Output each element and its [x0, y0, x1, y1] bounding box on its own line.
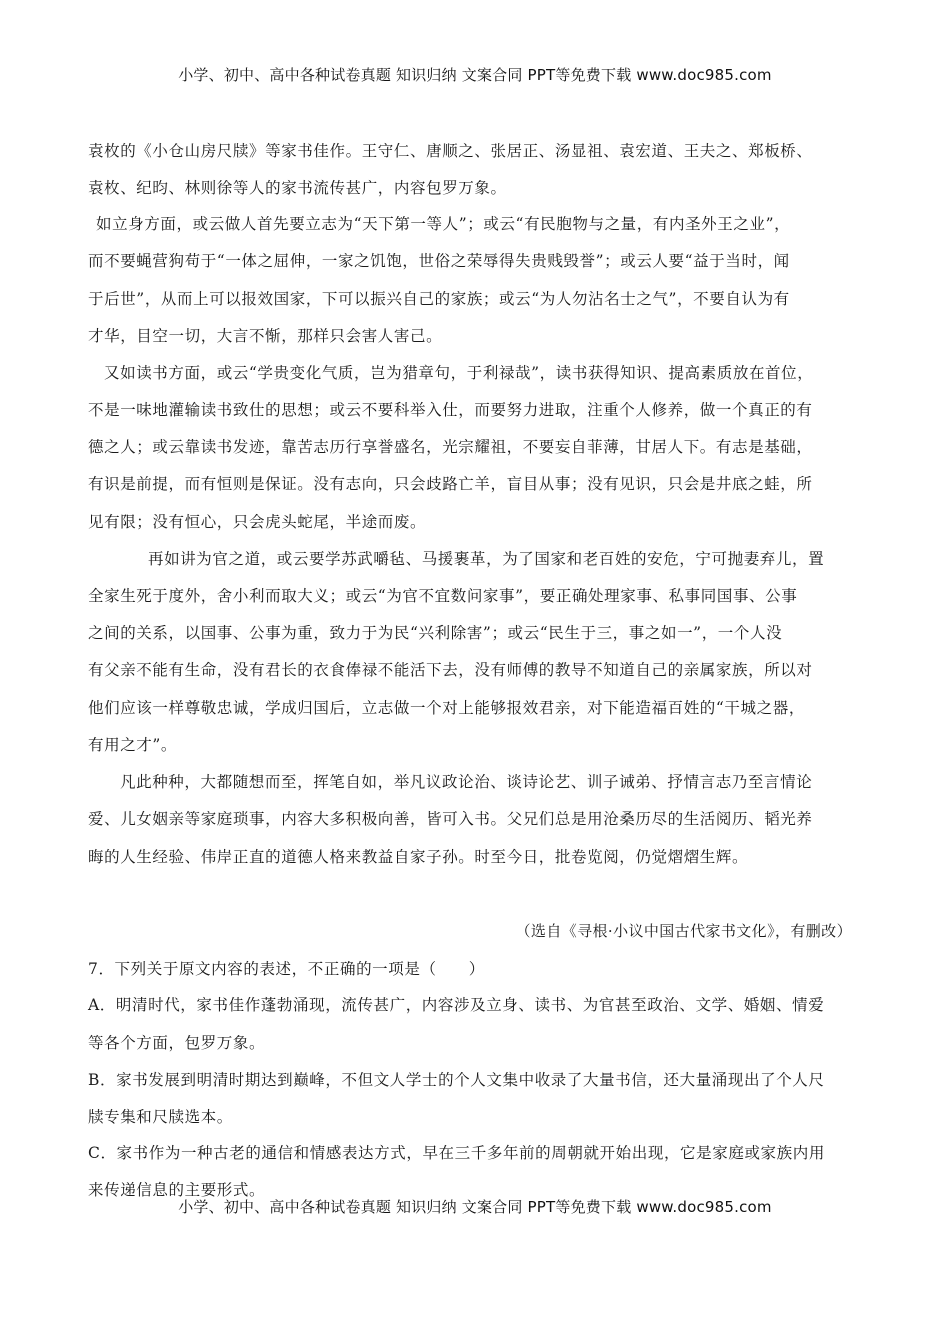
text-line: 德之人；或云靠读书发迹，靠苦志历行享誉盛名，光宗耀祖，不要妄自菲薄，甘居人下。有志是基础， [88, 438, 813, 456]
page-header: 小学、初中、高中各种试卷真题 知识归纳 文案合同 PPT等免费下载 www.doc985.com [178, 66, 772, 84]
text-line: 见有限；没有恒心，只会虎头蛇尾，半途而废。 [88, 513, 427, 531]
option-a-line-2: 等各个方面，包罗万象。 [88, 1034, 266, 1052]
text-line: 之间的关系，以国事、公事为重，致力于为民“兴利除害”；或云“民生于三，事之如一”，一个人没 [88, 624, 783, 642]
text-line: 全家生死于度外，舍小利而取大义；或云“为官不宜数问家事”，要正确处理家事、私事同国事、公事 [88, 587, 798, 605]
option-b-line-2: 牍专集和尺牍选本。 [88, 1108, 233, 1126]
text-line: 袁枚的《小仓山房尺牍》等家书佳作。王守仁、唐顺之、张居正、汤显祖、袁宏道、王夫之、郑板桥、 [88, 142, 813, 160]
option-a-line-1: A．明清时代，家书佳作蓬勃涌现，流传甚广，内容涉及立身、读书、为官甚至政治、文学、婚姻、情爱 [88, 996, 825, 1014]
text-line: 于后世”，从而上可以报效国家，下可以振兴自己的家族；或云“为人勿沾名士之气”，不要自认为有 [88, 290, 790, 308]
option-b-line-1: B．家书发展到明清时期达到巅峰，不但文人学士的个人文集中收录了大量书信，还大量涌现出了个人尺 [88, 1071, 825, 1089]
option-c-line-1: C．家书作为一种古老的通信和情感表达方式，早在三千多年前的周朝就开始出现，它是家庭或家族内用 [88, 1144, 825, 1162]
text-line: 如立身方面，或云做人首先要立志为“天下第一等人”；或云“有民胞物与之量，有内圣外王之业”， [96, 215, 791, 233]
text-line: 才华，目空一切，大言不惭，那样只会害人害己。 [88, 327, 443, 345]
text-line: 而不要蝇营狗苟于“一体之屈伸，一家之饥饱，世俗之荣辱得失贵贱毁誉”；或云人要“益于当时，闻 [88, 252, 790, 270]
text-line: 爱、儿女姻亲等家庭琐事，内容大多积极向善，皆可入书。父兄们总是用沧桑历尽的生活阅历、韬光养 [88, 810, 813, 828]
text-line: 凡此种种，大都随想而至，挥笔自如，举凡议政论治、谈诗论艺、训子诫弟、抒情言志乃至言情论 [120, 773, 813, 791]
text-line: 晦的人生经验、伟岸正直的道德人格来教益自家子孙。时至今日，批卷览阅，仍觉熠熠生辉。 [88, 848, 749, 866]
text-line: 有用之才”。 [88, 736, 178, 754]
source-citation: （选自《寻根·小议中国古代家书文化》，有删改） [515, 922, 852, 940]
text-line: 有识是前提，而有恒则是保证。没有志向，只会歧路亡羊，盲目从事；没有见识，只会是井底之蛙，所 [88, 475, 813, 493]
text-line: 不是一味地灌输读书致仕的思想；或云不要科举入仕，而要努力进取，注重个人修养，做一个真正的有 [88, 401, 813, 419]
question-stem: 7．下列关于原文内容的表述，不正确的一项是（ ） [88, 960, 485, 978]
text-line: 又如读书方面，或云“学贵变化气质，岂为猎章句，于利禄哉”，读书获得知识、提高素质放在首位， [104, 364, 814, 382]
option-c-line-2: 来传递信息的主要形式。 [88, 1181, 266, 1199]
text-line: 他们应该一样尊敬忠诚，学成归国后，立志做一个对上能够报效君亲，对下能造福百姓的“干城之器， [88, 699, 805, 717]
page-footer: 小学、初中、高中各种试卷真题 知识归纳 文案合同 PPT等免费下载 www.doc985.com [178, 1198, 772, 1216]
text-line: 再如讲为官之道，或云要学苏武嚼毡、马援裹革，为了国家和老百姓的安危，宁可抛妻弃儿，置 [148, 550, 825, 568]
text-line: 袁枚、纪昀、林则徐等人的家书流传甚广，内容包罗万象。 [88, 179, 507, 197]
text-line: 有父亲不能有生命，没有君长的衣食俸禄不能活下去，没有师傅的教导不知道自己的亲属家族，所以对 [88, 661, 813, 679]
